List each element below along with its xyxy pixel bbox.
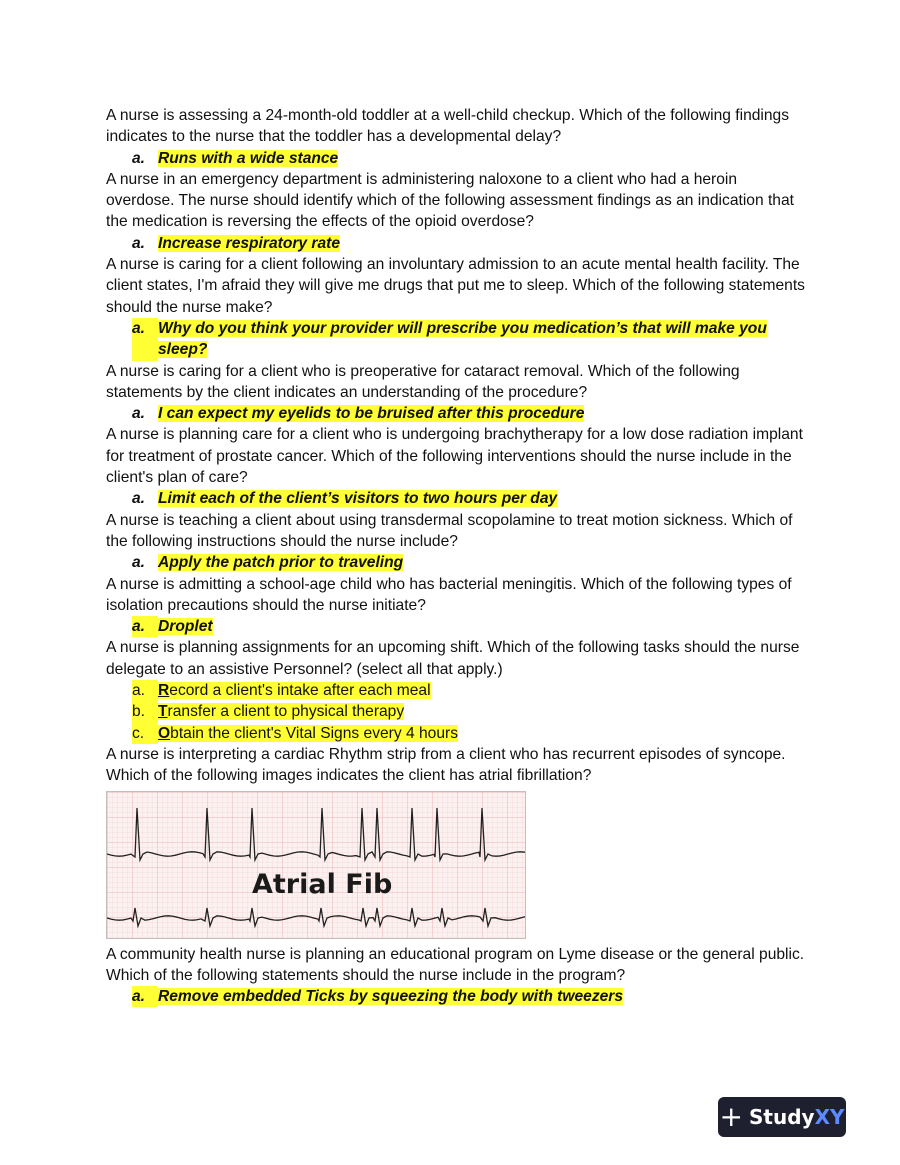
answer-item [132,318,806,361]
answer-list [106,403,806,424]
answer-letter: a. [132,318,158,361]
answer-item [132,986,806,1007]
answer-letter: a. [132,405,146,423]
question-text: A nurse is interpreting a cardiac Rhythm strip from a client who has recurrent episodes of syncope. Which of the following images indicates the client has atrial fibrillation? [106,745,786,785]
question-text: A nurse is admitting a school-age child who has bacterial meningitis. Which of the following types of isolation precautions should the nurse initiate? [106,575,792,614]
answer-list [106,552,806,573]
answer-text: Why do you think your provider will prescribe you medication’s that will make you sleep? [158,319,767,359]
question-text: A nurse in an emergency department is administering naloxone to a client who had a heroin overdose. The nurse should identify which of the following assessment findings as an indication that the medication is reversing the effects of the opioid overdose? [106,170,794,231]
answer-item [132,488,806,509]
document-body [106,105,806,1007]
answer-list [106,488,806,509]
answer-first-letter: T [158,703,168,721]
question-text: A nurse is planning care for a client who is undergoing brachytherapy for a low dose radiation implant for treatment of prostate cancer. Which of the following interventions should the nurse include in the client's plan of care? [106,426,803,487]
answer-text: Remove embedded Ticks by squeezing the body with tweezers [158,988,624,1006]
answer-letter: a. [132,616,158,637]
answer-item [132,403,806,424]
question-text: A nurse is teaching a client about using transdermal scopolamine to treat motion sickness. Which of the following instructions should the nurse include? [106,511,793,550]
answer-list [106,318,806,361]
answer-list [106,616,806,637]
answer-text: I can expect my eyelids to be bruised after this procedure [158,405,585,423]
answer-item [132,552,806,573]
answer-text: ransfer a client to physical therapy [167,703,405,721]
question-text: A community health nurse is planning an educational program on Lyme disease or the general public. Which of the following statements should the nurse include in the program? [106,945,805,984]
answer-item [132,616,806,637]
answer-letter: a. [132,554,146,572]
answer-list [106,986,806,1007]
plus-icon: + [719,1100,743,1133]
answer-item [132,680,806,701]
answer-letter: c. [132,723,158,744]
answer-text: Apply the patch prior to traveling [158,554,404,572]
answer-item [132,701,806,722]
answer-list [106,148,806,169]
question-text: A nurse is planning assignments for an upcoming shift. Which of the following tasks should the nurse delegate to an assistive Personnel? (select all that apply.) [106,639,800,678]
logo-name: Study [749,1105,815,1129]
answer-letter: a. [132,986,158,1007]
studyxy-logo [718,1097,846,1137]
question-text: A nurse is assessing a 24-month-old toddler at a well-child checkup. Which of the following findings indicates to the nurse that the toddler has a developmental delay? [106,107,790,146]
answer-letter: a. [132,149,146,167]
answer-text: btain the client's Vital Signs every 4 hours [170,724,459,742]
answer-letter: b. [132,701,158,722]
answer-list [106,233,806,254]
question-text: A nurse is caring for a client following an involuntary admission to an acute mental health facility. The client states, I'm afraid they will give me drugs that put me to sleep. Which of the following statements should the nurse make? [106,256,805,316]
answer-text: Droplet [158,618,213,636]
logo-suffix: XY [814,1105,845,1129]
answer-first-letter: O [158,724,171,742]
answer-text: ecord a client's intake after each meal [169,682,431,700]
ecg-image-label: Atrial Fib [252,868,393,900]
answer-list [106,680,806,744]
answer-text: Limit each of the client’s visitors to two hours per day [158,490,558,508]
answer-first-letter: R [158,682,170,700]
question-text: A nurse is caring for a client who is preoperative for cataract removal. Which of the following statements by the client indicates an understanding of the procedure? [106,362,740,401]
answer-letter: a. [132,234,146,252]
answer-text: Increase respiratory rate [158,234,341,252]
answer-item [132,233,806,254]
answer-text: Runs with a wide stance [158,149,339,167]
answer-letter: a. [132,490,146,508]
atrial-fib-ecg-image [106,791,526,939]
answer-letter: a. [132,680,158,701]
answer-item [132,148,806,169]
answer-item [132,723,806,744]
